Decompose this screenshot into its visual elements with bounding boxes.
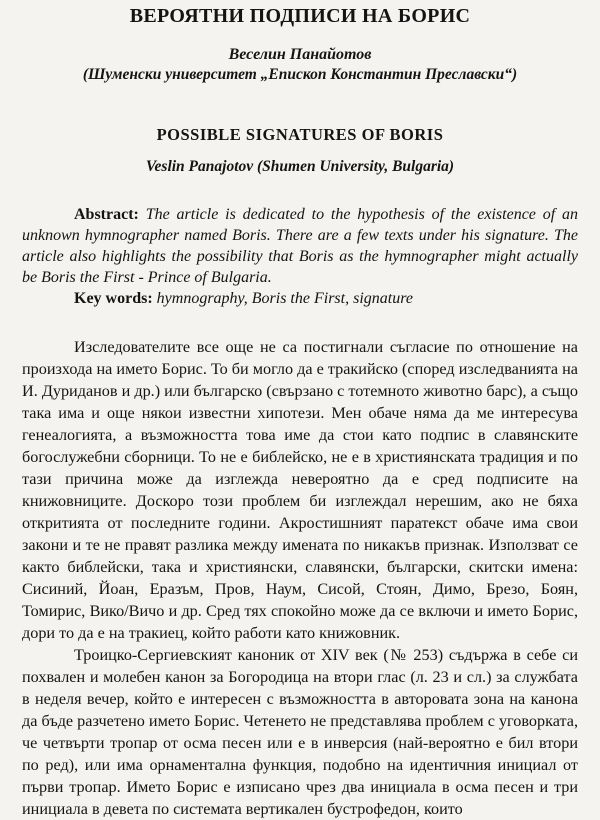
abstract-text: The article is dedicated to the hypothesis of the existence of an unknown hymnographer named Boris. There are a few texts under his signature. The article also highlights the possibility that Boris as the hymnographer might actually be Boris the First - Prince of Bulgaria. [22,206,579,286]
keywords-label: Key words: [74,290,153,307]
article-title-bg: ВЕРОЯТНИ ПОДПИСИ НА БОРИС [129,5,471,27]
author-name-bg: Веселин Панайотов [228,46,372,63]
body-paragraph: Изследователите все още не са постигнали съгласие по отношение на произхода на името Борис. То би могло да е тракийско (според изследванията на И. Дуриданов и др.) или българско (свързано с тотемното животно барс), а също така има и още някои известни хипотези. Мен обаче няма да ме интересува генеалогията, а възможността това име да стои като подпис в славянските богослужебни сборници. То не е библейско, не е в християнската традиция и по тази причина може да изглежда невероятно да е сред подписите на книжовниците. Доскоро този проблем би изглеждал нерешим, ако не бяха откритията от последните години. Акростишният паратекст обаче има свои закони и те не правят разлика между имената по никакъв признак. Използват се както библейски, така и християнски, славянски, български, скитски имена: Сисиний, Йоан, Еразъм, Пров, Наум, Сисой, Стоян, Димо, Брезо, Боян, Томирис, Вико/Вичо и др. Сред тях спокойно може да се включи и името Борис, дори то да е на тракиец, който работи като книжовник. [22,338,578,642]
abstract-label: Abstract: [74,206,139,223]
keywords-text: hymnography, Boris the First, signature [156,290,413,307]
article-title-en: POSSIBLE SIGNATURES OF BORIS [156,125,444,144]
author-affiliation-bg: (Шуменски университет „Епископ Константин Преславски“) [82,66,518,83]
article-body [22,336,578,820]
author-line-en: Veslin Panajotov (Shumen University, Bulgaria) [145,158,455,175]
abstract [22,204,578,288]
body-paragraph: Троицко-Сергиевският каноник от XIV век (№ 253) съдържа в себе си похвален и молебен канон за Богородица на втори глас (л. 23 и сл.) за службата в неделя вечер, който е интересен с възможността в авторовата зона на канона да бъде разчетено името Борис. Четенето не представлява проблем с уговорката, че четвърти тропар от осма песен или е в инверсия (най-вероятно е бил втори по ред), или има орнаментална функция, подобно на идентичния инициал от първи тропар. Името Борис е изписано чрез два инициала в осма песен и три инициала в девета по системата вертикален бустрофедон, които [22,646,578,818]
keywords [22,288,578,309]
